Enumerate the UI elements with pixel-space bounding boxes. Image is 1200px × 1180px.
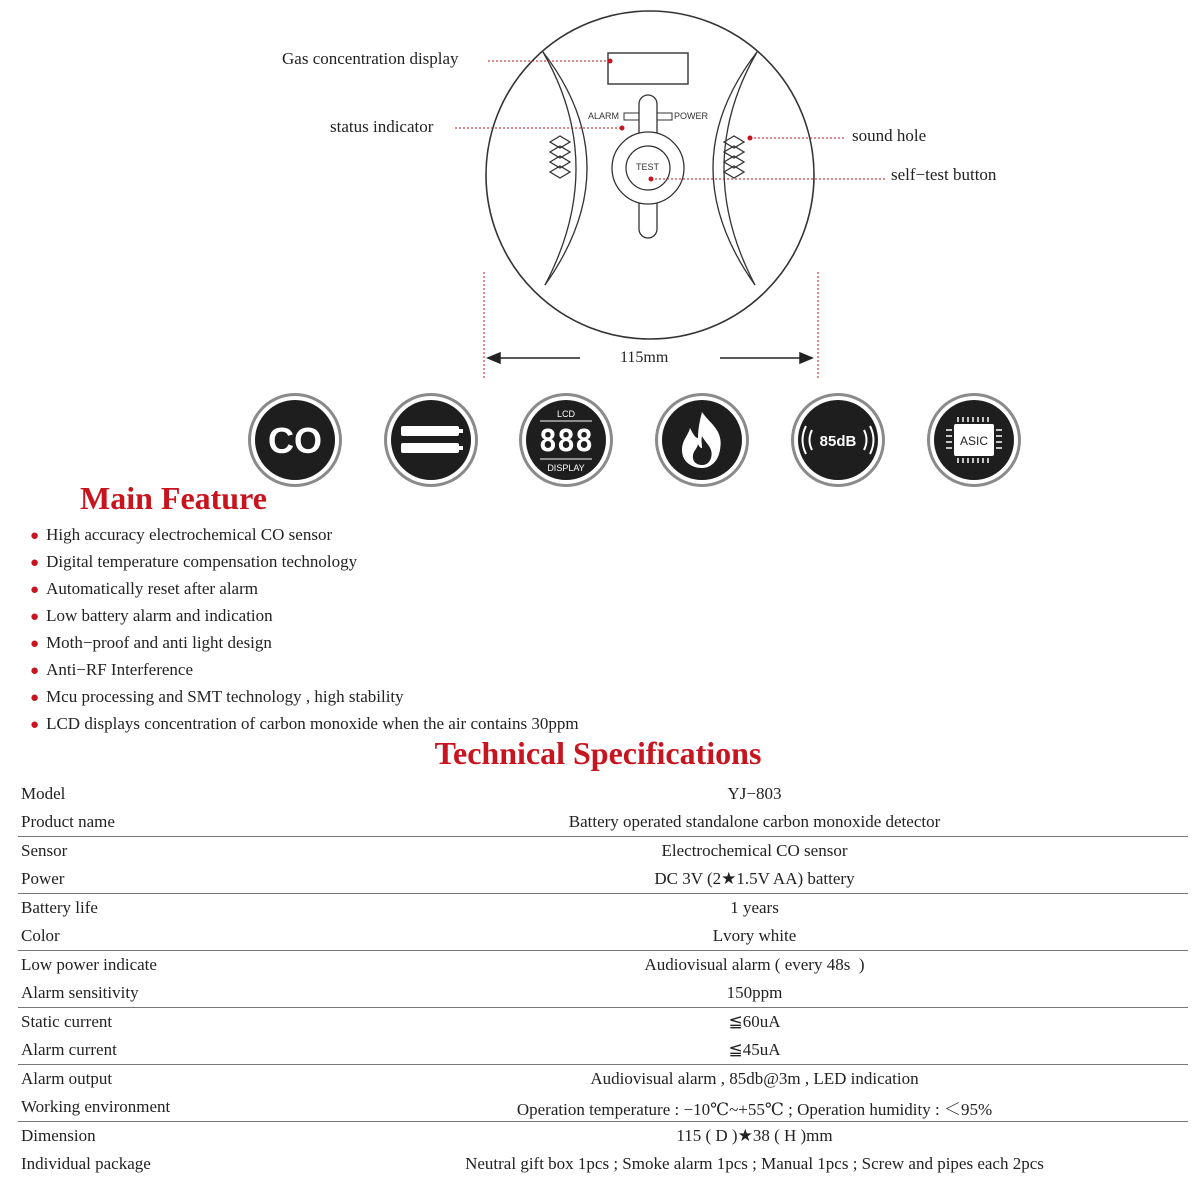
tech-specs-title: Technical Specifications — [434, 735, 762, 771]
table-row — [18, 1093, 1188, 1122]
spec-label: Product name — [21, 812, 115, 831]
spec-label: Low power indicate — [21, 955, 157, 974]
table-row — [18, 922, 1188, 951]
list-item: ● Moth−proof and anti light design — [30, 633, 272, 652]
table-row — [18, 808, 1188, 837]
list-item: ● LCD displays concentration of carbon monoxide when the air contains 30ppm — [30, 714, 579, 733]
table-row — [18, 865, 1188, 894]
battery-icon — [383, 392, 479, 488]
spec-value: ≦45uA — [728, 1040, 781, 1059]
spec-value: Neutral gift box 1pcs ; Smoke alarm 1pcs ; Manual 1pcs ; Screw and pipes each 2pcs — [465, 1154, 1044, 1173]
svg-text:ASIC: ASIC — [959, 434, 989, 448]
fire-icon — [654, 392, 750, 488]
table-row — [18, 979, 1188, 1008]
table-row — [18, 837, 1188, 865]
svg-text:CO: CO — [268, 420, 322, 461]
table-row — [18, 780, 1188, 808]
list-item: ● Anti−RF Interference — [30, 660, 194, 679]
spec-label: Alarm output — [21, 1069, 113, 1088]
spec-label: Power — [21, 869, 65, 888]
callout-sound-hole: sound hole — [852, 126, 927, 145]
gas-display-window — [608, 53, 688, 84]
table-row — [18, 1150, 1188, 1178]
spec-label: Model — [21, 784, 66, 803]
list-item: ● Low battery alarm and indication — [30, 606, 273, 625]
spec-value: Electrochemical CO sensor — [661, 841, 848, 860]
table-row — [18, 1036, 1188, 1065]
asic-chip-icon — [926, 392, 1022, 488]
spec-label: Dimension — [21, 1126, 96, 1145]
dimension-label: 115mm — [620, 349, 669, 366]
table-row — [18, 951, 1188, 979]
spec-label: Alarm sensitivity — [21, 983, 139, 1002]
table-row — [18, 1122, 1188, 1150]
spec-value: Lvory white — [712, 926, 797, 945]
sound-85db-icon — [790, 392, 886, 488]
callout-self-test: self−test button — [891, 165, 997, 184]
list-item: ● Automatically reset after alarm — [30, 579, 258, 598]
lcd-display-icon — [518, 392, 614, 488]
spec-label: Working environment — [21, 1097, 171, 1116]
callout-status-indicator: status indicator — [330, 117, 434, 136]
spec-label: Battery life — [21, 898, 98, 917]
table-row — [18, 1008, 1188, 1036]
table-row — [18, 894, 1188, 922]
spec-label: Sensor — [21, 841, 68, 860]
spec-value: 1 years — [730, 898, 779, 917]
spec-value: Audiovisual alarm ( every 48s ) — [644, 955, 865, 974]
table-row — [18, 1065, 1188, 1093]
sound-hole-left — [550, 136, 570, 178]
spec-label: Alarm current — [21, 1040, 117, 1059]
spec-label: Individual package — [21, 1154, 151, 1173]
list-item: ● Digital temperature compensation technology — [30, 552, 358, 571]
list-item: ● Mcu processing and SMT technology , high stability — [30, 687, 404, 706]
spec-value: Battery operated standalone carbon monoxide detector — [568, 812, 941, 831]
spec-label: Static current — [21, 1012, 113, 1031]
spec-value: ≦60uA — [728, 1012, 781, 1031]
svg-text:85dB: 85dB — [819, 433, 857, 450]
list-item: ● High accuracy electrochemical CO sensor — [30, 525, 333, 544]
svg-text:LCD: LCD — [556, 409, 576, 419]
main-feature-title: Main Feature — [80, 480, 267, 516]
feature-list — [30, 522, 579, 738]
spec-value: YJ−803 — [727, 784, 782, 803]
spec-value: Operation temperature : −10℃~+55℃ ; Operation humidity : ＜95% — [516, 1099, 993, 1119]
co-icon — [247, 392, 343, 488]
callout-gas-display: Gas concentration display — [282, 49, 459, 68]
spec-value: Audiovisual alarm , 85db@3m , LED indication — [590, 1069, 919, 1088]
sound-hole-right — [724, 136, 744, 178]
device-diagram — [0, 0, 1200, 390]
test-label: TEST — [636, 162, 660, 172]
power-label: POWER — [674, 111, 709, 121]
spec-label: Color — [21, 926, 60, 945]
alarm-label: ALARM — [588, 111, 620, 121]
spec-value: 150ppm — [726, 983, 783, 1002]
svg-text:DISPLAY: DISPLAY — [547, 463, 585, 473]
svg-text:888: 888 — [538, 424, 594, 459]
spec-table — [18, 780, 1188, 1178]
spec-value: 115 ( D )★38 ( H )mm — [676, 1126, 833, 1145]
spec-value: DC 3V (2★1.5V AA) battery — [654, 869, 855, 888]
